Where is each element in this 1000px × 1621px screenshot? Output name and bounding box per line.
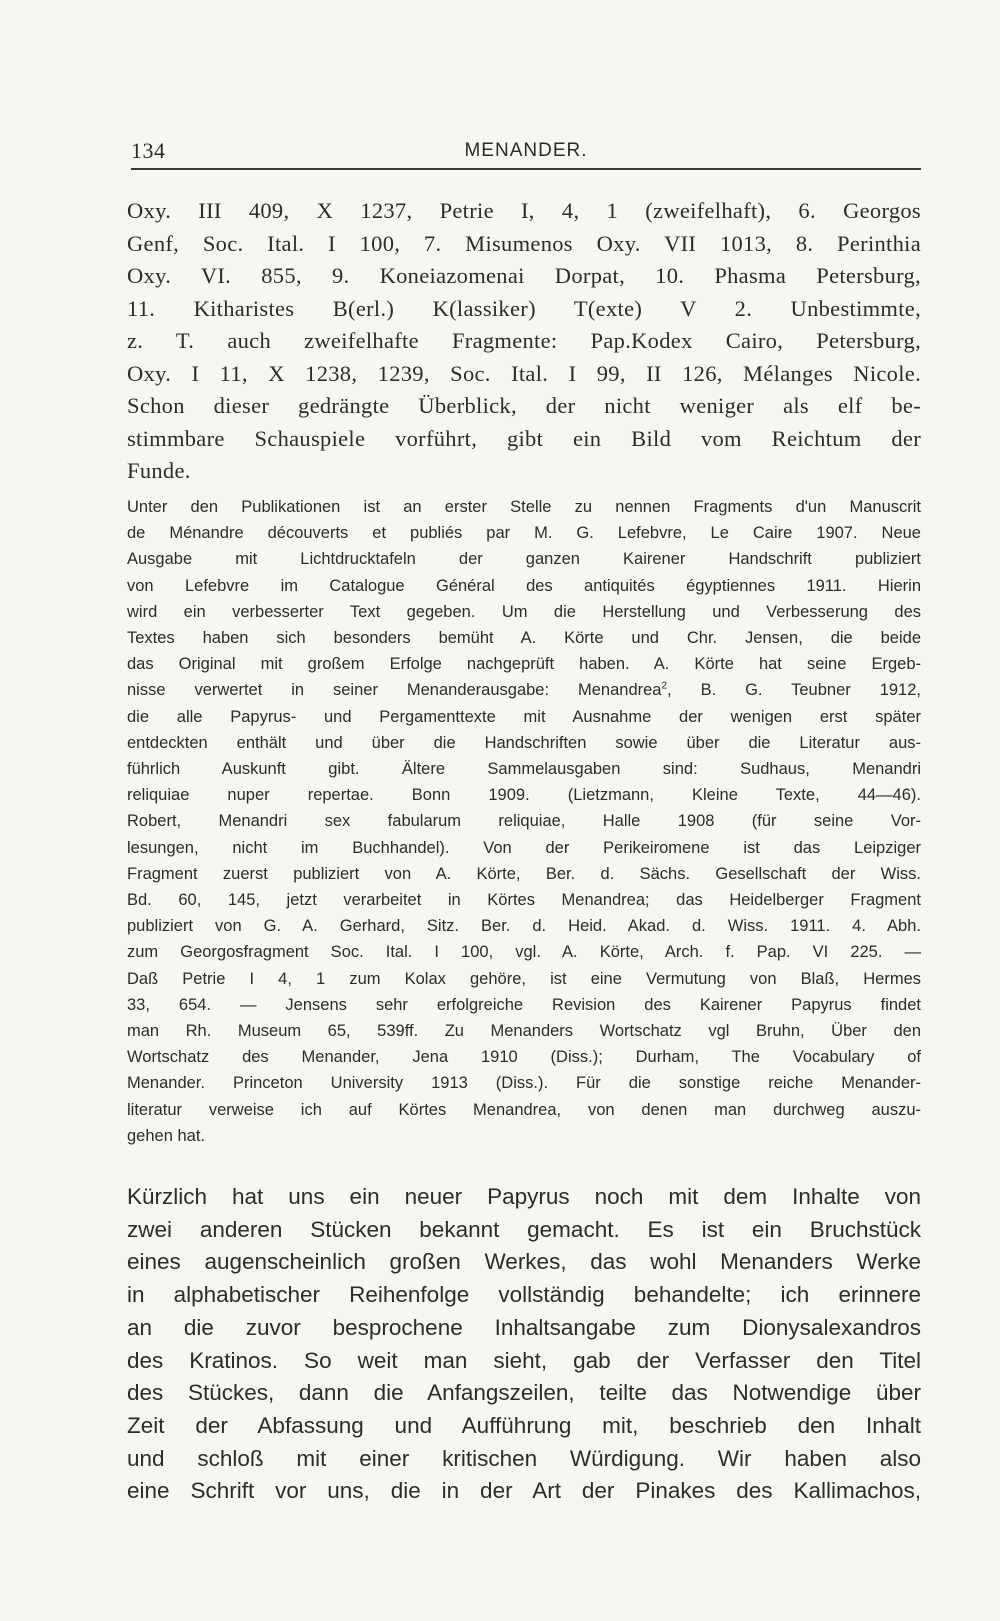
footnote-paragraph [127, 494, 921, 1149]
footnote-line: Unter den Publikationen ist an erster Stelle zu nennen Fragments d'un Manuscrit [127, 498, 921, 516]
footnote-line: gehen hat. [127, 1126, 205, 1145]
text-line: Oxy. VI. 855, 9. Koneiazomenai Dorpat, 10. Phasma Petersburg, [127, 263, 921, 288]
superscript: 2 [661, 680, 668, 692]
closing-paragraph [127, 1181, 921, 1508]
footnote-line: lesungen, nicht im Buchhandel). Von der Perikeiromene ist das Leipziger [127, 838, 921, 857]
text-line: 11. Kitharistes B(erl.) K(lassiker) T(exte) V 2. Unbestimmte, [127, 295, 921, 321]
text-line: des Stückes, dann die Anfangszeilen, teilte das Notwendige über [127, 1380, 921, 1406]
text-line: eines augenscheinlich großen Werkes, das wohl Menanders Werke [127, 1249, 921, 1275]
text-line: Kürzlich hat uns ein neuer Papyrus noch mit dem Inhalte von [127, 1184, 921, 1209]
text-line: Genf, Soc. Ital. I 100, 7. Misumenos Oxy. VII 1013, 8. Perinthia [127, 230, 921, 256]
text-line: Schon dieser gedrängte Überblick, der nicht weniger als elf be- [127, 393, 921, 418]
text-line: z. T. auch zweifelhafte Fragmente: Pap.Kodex Cairo, Petersburg, [127, 328, 921, 353]
footnote-line: de Ménandre découverts et publiés par M. G. Lefebvre, Le Caire 1907. Neue [127, 524, 921, 543]
footnote-line: zum Georgosfragment Soc. Ital. I 100, vgl. A. Körte, Arch. f. Pap. VI 225. — [127, 943, 921, 962]
text-line: stimmbare Schauspiele vorführt, gibt ein Bild vom Reichtum der [127, 425, 921, 451]
text-line: Zeit der Abfassung und Aufführung mit, beschrieb den Inhalt [127, 1412, 921, 1438]
footnote-line: die alle Papyrus- und Pergamenttexte mit Ausnahme der wenigen erst später [127, 707, 921, 726]
text-line: Oxy. III 409, X 1237, Petrie I, 4, 1 (zweifelhaft), 6. Georgos [127, 198, 921, 223]
running-head: MENANDER. [464, 140, 588, 161]
text-line: Funde. [127, 458, 191, 483]
text-line: zwei anderen Stücken bekannt gemacht. Es ist ein Bruchstück [127, 1216, 921, 1242]
footnote-line: wird ein verbesserter Text gegeben. Um die Herstellung und Verbesserung des [127, 602, 921, 621]
footnote-line-end: , B. G. Teubner 1912, [667, 681, 921, 700]
footnote-line: Fragment zuerst publiziert von A. Körte, Ber. d. Sächs. Gesellschaft der Wiss. [127, 864, 921, 883]
footnote-line: von Lefebvre im Catalogue Général des antiquités égyptiennes 1911. Hierin [127, 576, 921, 595]
text-line: eine Schrift vor uns, die in der Art der Pinakes des Kallimachos, [127, 1478, 921, 1504]
text-line: des Kratinos. So weit man sieht, gab der Verfasser den Titel [127, 1347, 921, 1373]
page-header [131, 134, 921, 170]
footnote-line: reliquiae nuper repertae. Bonn 1909. (Lietzmann, Kleine Texte, 44—46). [127, 786, 921, 805]
footnote-line: Ausgabe mit Lichtdrucktafeln der ganzen Kairener Handschrift publiziert [127, 550, 921, 569]
text-line: Oxy. I 11, X 1238, 1239, Soc. Ital. I 99, II 126, Mélanges Nicole. [127, 360, 921, 386]
main-paragraph [127, 195, 921, 488]
footnote-line: Menander. Princeton University 1913 (Diss.). Für die sonstige reiche Menander- [127, 1074, 921, 1093]
footnote-line: man Rh. Museum 65, 539ff. Zu Menanders Wortschatz vgl Bruhn, Über den [127, 1022, 921, 1041]
footnote-line: 33, 654. — Jensens sehr erfolgreiche Revision des Kairener Papyrus findet [127, 995, 921, 1014]
footnote-line: führlich Auskunft gibt. Ältere Sammelausgaben sind: Sudhaus, Menandri [127, 760, 921, 779]
footnote-line: Daß Petrie I 4, 1 zum Kolax gehöre, ist eine Vermutung von Blaß, Hermes [127, 969, 921, 988]
text-line: in alphabetischer Reihenfolge vollständig behandelte; ich erinnere [127, 1282, 921, 1308]
text-line: und schloß mit einer kritischen Würdigung. Wir haben also [127, 1445, 921, 1471]
footnote-line: literatur verweise ich auf Körtes Menandrea, von denen man durchweg auszu- [127, 1100, 921, 1119]
footnote-line: Wortschatz des Menander, Jena 1910 (Diss.); Durham, The Vocabulary of [127, 1048, 921, 1067]
footnote-line-start: nisse verwertet in seiner Menanderausgabe: Menandrea [127, 681, 662, 700]
footnote-line: Bd. 60, 145, jetzt verarbeitet in Körtes Menandrea; das Heidelberger Fragment [127, 891, 921, 910]
text-line: an die zuvor besprochene Inhaltsangabe zum Dionysalexandros [127, 1314, 921, 1340]
footnote-line: Robert, Menandri sex fabularum reliquiae, Halle 1908 (für seine Vor- [127, 812, 921, 831]
footnote-line: entdeckten enthält und über die Handschriften sowie über die Literatur aus- [127, 733, 921, 752]
footnote-line: das Original mit großem Erfolge nachgeprüft haben. A. Körte hat seine Ergeb- [127, 655, 921, 674]
page-number: 134 [131, 138, 166, 163]
footnote-line: Textes haben sich besonders bemüht A. Körte und Chr. Jensen, die beide [127, 629, 921, 648]
footnote-line [127, 677, 921, 703]
footnote-line: publiziert von G. A. Gerhard, Sitz. Ber. d. Heid. Akad. d. Wiss. 1911. 4. Abh. [127, 917, 921, 936]
